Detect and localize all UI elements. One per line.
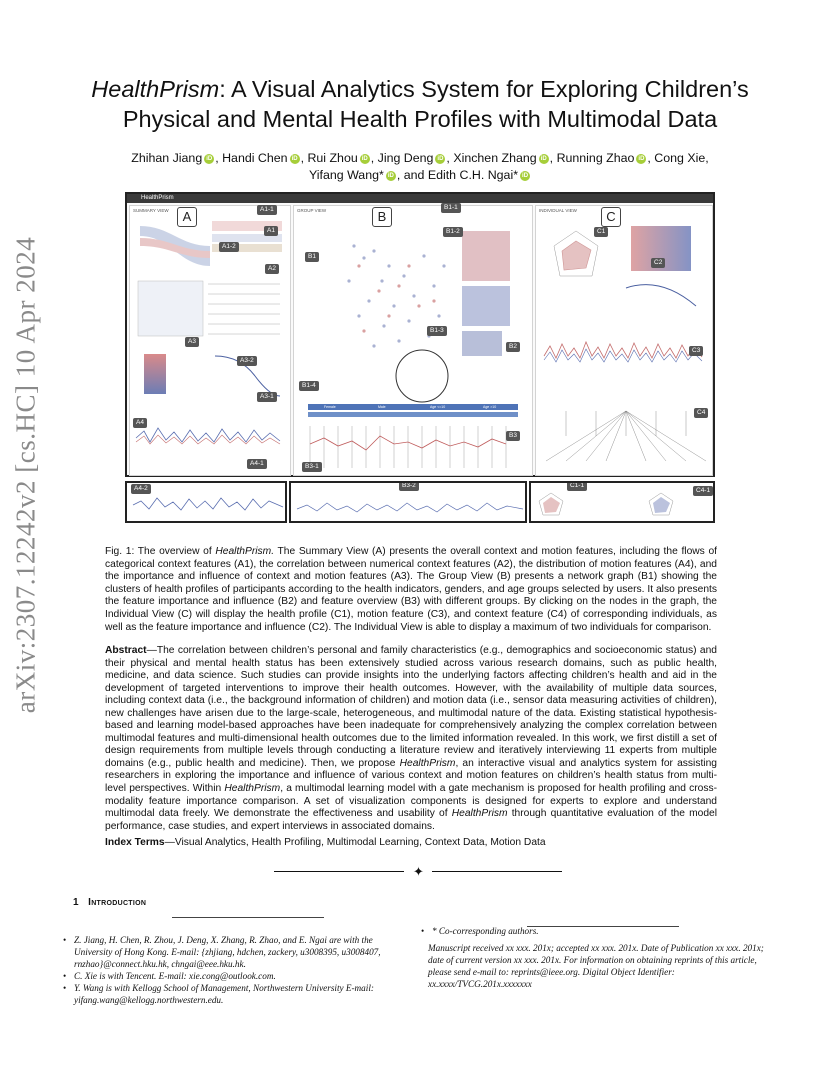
footnotes-right bbox=[418, 925, 770, 990]
caption-body: The Summary View (A) presents the overall context and motion features, including the flows of categorical context features (A1), the correlation between numerical context features (A2), the distribution of motion features (A4), and the importance and influence of context and motion features (A3). The Group View (B) presents a network graph (B1) showing the clusters of health profiles of participants according to the health indicators, genders, and age groups selected by users. It also presents the feature importance and influence (B2) and feature overview (B3) with different groups. By clicking on the nodes in the graph, the Individual View (C) will display the health profile (C1), motion feature (C3), and context feature (C4) of corresponding individuals, as well as the feature importance and influence (C2). The Individual View is able to display a maximum of two individuals for comparison. bbox=[105, 546, 718, 633]
group-view-sketch bbox=[294, 206, 533, 476]
group-tab-spt[interactable]: SPT bbox=[423, 391, 430, 395]
individual-view-panel bbox=[535, 205, 713, 476]
orcid-icon: iD bbox=[522, 172, 529, 179]
app-name: HealthPrism bbox=[141, 195, 174, 201]
footnote-rule-left bbox=[172, 917, 324, 918]
label-c3: C3 bbox=[689, 346, 703, 356]
author-list: Zhihan Jiang iD , Handi Chen iD , Rui Zhou iD , Jing Deng iD , Xinchen Zhang iD , Running Zhao iD , Cong Xie, Yifang Wang* iD , and Edith C.H. Ngai* iD bbox=[131, 151, 709, 182]
group-tab-slt[interactable]: SLT bbox=[353, 391, 360, 395]
section-number: 1 bbox=[73, 897, 79, 908]
label-b1-3: B1-3 bbox=[427, 326, 447, 336]
summary-view-panel bbox=[129, 205, 291, 476]
author: Handi Chen bbox=[222, 151, 288, 165]
abstract-part3: , a multimodal learning model with a gate mechanism is proposed for health profiling and cross-modality feature importance comparison. A set of visualization components is designed for experts to explore and understand multimodal data freely. We demonstrate the effectiveness and usability of bbox=[105, 783, 717, 820]
title-line1-rest: : A Visual Analytics System for Exploring Children’s bbox=[219, 76, 749, 102]
index-terms-label: Index Terms bbox=[105, 837, 165, 848]
footnote-affiliation: • Z. Jiang, H. Chen, R. Zhou, J. Deng, X. Zhang, R. Zhao, and E. Ngai are with the University of Hong Kong. E-mail: {zhjiang, hdchen, zackery, u3008395, u3008407, rnzhao}@connect.hku.hk, chngai@eee.hku.hk. bbox=[74, 934, 404, 970]
label-b1-4: B1-4 bbox=[299, 381, 319, 391]
author: Xinchen Zhang bbox=[453, 151, 537, 165]
group-age-le10[interactable]: Age <=10 bbox=[430, 405, 446, 409]
orcid-icon: iD bbox=[638, 155, 645, 162]
group-age-gt10[interactable]: Age >10 bbox=[483, 405, 497, 409]
group-view-panel bbox=[293, 205, 533, 476]
author: Jing Deng bbox=[377, 151, 434, 165]
group-tab-tta[interactable]: TTA bbox=[388, 391, 395, 395]
abstract-system-name: HealthPrism bbox=[399, 757, 456, 769]
strip-c-sketch bbox=[531, 483, 715, 523]
strip-b3-2 bbox=[289, 481, 527, 523]
system-screenshot bbox=[125, 192, 715, 477]
author: Rui Zhou bbox=[307, 151, 358, 165]
group-female[interactable]: Female bbox=[324, 405, 336, 409]
strip-c bbox=[529, 481, 715, 523]
separator-left bbox=[274, 871, 404, 872]
abstract-system-name: HealthPrism bbox=[451, 808, 508, 820]
abstract-part4: through quantitative evaluation of the model performance, case studies, and expert interviews in associated domains. bbox=[105, 808, 717, 832]
label-b3: B3 bbox=[506, 431, 520, 441]
arxiv-stamp bbox=[6, 236, 46, 714]
separator-right bbox=[432, 871, 562, 872]
label-a1-1: A1-1 bbox=[257, 205, 277, 215]
label-c2: C2 bbox=[651, 258, 665, 268]
author: Cong Xie, bbox=[654, 151, 709, 165]
label-c1-1: C1-1 bbox=[567, 481, 587, 491]
group-tab-row bbox=[308, 390, 518, 398]
group-tab-chie[interactable]: CHIE bbox=[493, 391, 502, 395]
label-a1: A1 bbox=[264, 226, 278, 236]
orcid-icon: iD bbox=[437, 155, 444, 162]
group-tab-mvpa[interactable]: MVPA bbox=[318, 391, 328, 395]
strip-a4-2-sketch bbox=[127, 483, 287, 523]
label-a4-2: A4-2 bbox=[131, 484, 151, 494]
individual-view-title: INDIVIDUAL VIEW bbox=[539, 208, 577, 213]
group-selector-row bbox=[308, 404, 518, 410]
abstract-label: Abstract bbox=[105, 645, 147, 656]
abstract-system-name: HealthPrism bbox=[224, 783, 281, 795]
label-a1-2: A1-2 bbox=[219, 242, 239, 252]
title-line2: Physical and Mental Health Profiles with Multimodal Data bbox=[122, 106, 718, 132]
label-b3-2: B3-2 bbox=[399, 481, 419, 491]
label-b1: B1 bbox=[305, 252, 319, 262]
label-c4-1: C4-1 bbox=[693, 486, 713, 496]
orcid-icon: iD bbox=[291, 155, 298, 162]
label-b: B bbox=[372, 207, 392, 227]
label-a2: A2 bbox=[265, 264, 279, 274]
label-c: C bbox=[601, 207, 621, 227]
label-a3-2: A3-2 bbox=[237, 356, 257, 366]
section-heading bbox=[73, 897, 146, 908]
orcid-icon: iD bbox=[540, 155, 547, 162]
label-c1: C1 bbox=[594, 227, 608, 237]
author: Yifang Wang* bbox=[308, 168, 384, 182]
author: Zhihan Jiang bbox=[131, 151, 203, 165]
group-view-title: GROUP VIEW bbox=[297, 208, 327, 213]
caption-system-name: HealthPrism. bbox=[215, 546, 275, 557]
separator-diamond-icon: ✦ bbox=[413, 864, 424, 879]
figure-caption bbox=[105, 546, 717, 634]
author: , and Edith C.H. Ngai* bbox=[396, 168, 519, 182]
teaser-figure bbox=[125, 192, 715, 523]
footnote-affiliation: • Y. Wang is with Kellogg School of Management, Northwestern University E-mail: yifang.wang@kellogg.northwestern.edu. bbox=[74, 982, 404, 1006]
label-a: A bbox=[177, 207, 197, 227]
label-a4-1: A4-1 bbox=[247, 459, 267, 469]
orcid-icon: iD bbox=[206, 155, 213, 162]
label-b1-1: B1-1 bbox=[441, 203, 461, 213]
group-tab-teb[interactable]: TEB bbox=[458, 391, 465, 395]
arxiv-id: arXiv:2307.12242v2 [cs.HC] 10 Apr 2024 bbox=[10, 236, 41, 714]
index-terms bbox=[105, 836, 717, 849]
label-b3-1: B3-1 bbox=[302, 462, 322, 472]
paper-title bbox=[60, 74, 780, 134]
section-title: Introduction bbox=[88, 897, 147, 908]
group-male[interactable]: Male bbox=[378, 405, 386, 409]
label-a3: A3 bbox=[185, 337, 199, 347]
summary-view-sketch bbox=[130, 206, 291, 476]
strip-a4-2 bbox=[125, 481, 287, 523]
orcid-icon: iD bbox=[361, 155, 368, 162]
summary-view-title: SUMMARY VIEW bbox=[133, 208, 169, 213]
individual-view-sketch bbox=[536, 206, 713, 476]
abstract bbox=[105, 645, 717, 833]
label-a4: A4 bbox=[133, 418, 147, 428]
footnote-affiliation: • C. Xie is with Tencent. E-mail: xie.cong@outlook.com. bbox=[74, 970, 404, 982]
title-system-name: HealthPrism bbox=[91, 76, 220, 102]
abstract-part1: —The correlation between children’s personal and family characteristics (e.g., demographics and socioeconomic status) and their physical and mental health status has been extensively studied across various research domains, such as public health, medicine, and data science. Such studies can provide insights into the underlying factors affecting children’s health and aid in the development of targeted interventions to improve their health outcomes. However, with the availability of multiple data sources, including context data (i.e., the background information of children) and motion data (i.e., sensor data measuring activities of children), new challenges have arisen due to the large-scale, heterogeneous, and multimodal nature of the data. Existing statistical hypothesis-based and learning model-based approaches have been inadequate for comprehensively analyzing the complex correlation between multimodal features and multi-dimensional health outcomes due to the limited information revealed. In this work, we first distill a set of design requirements from multiple levels through conducting a literature review and iteratively interviewing 11 experts from multiple domains (e.g., public health and medicine). Then, we propose bbox=[105, 645, 717, 769]
author: Running Zhao bbox=[556, 151, 635, 165]
footnote-corresponding: • * Co-corresponding authors. bbox=[432, 925, 770, 937]
app-title-bar bbox=[127, 194, 713, 203]
label-b1-2: B1-2 bbox=[443, 227, 463, 237]
orcid-icon: iD bbox=[387, 172, 394, 179]
index-terms-text: —Visual Analytics, Health Profiling, Multimodal Learning, Context Data, Motion Data bbox=[164, 837, 546, 848]
label-c4: C4 bbox=[694, 408, 708, 418]
abstract-part2: , an interactive visual and analytics system for assisting researchers in exploring the importance and influence of various context and motion features on children’s health status from multi-level perspectives. Within bbox=[105, 757, 717, 795]
label-a3-1: A3-1 bbox=[257, 392, 277, 402]
caption-prefix: Fig. 1: The overview of bbox=[105, 546, 216, 557]
footnotes-left bbox=[60, 934, 404, 1006]
footnote-manuscript: Manuscript received xx xxx. 201x; accepted xx xxx. 201x. Date of Publication xx xxx. 201x; date of current version xx xxx. 201x. For information on obtaining reprints of this article, please send e-mail to: reprints@ieee.org. Digital Object Identifier: xx.xxxx/TVCG.201x.xxxxxxx bbox=[428, 943, 764, 989]
label-b2: B2 bbox=[506, 342, 520, 352]
